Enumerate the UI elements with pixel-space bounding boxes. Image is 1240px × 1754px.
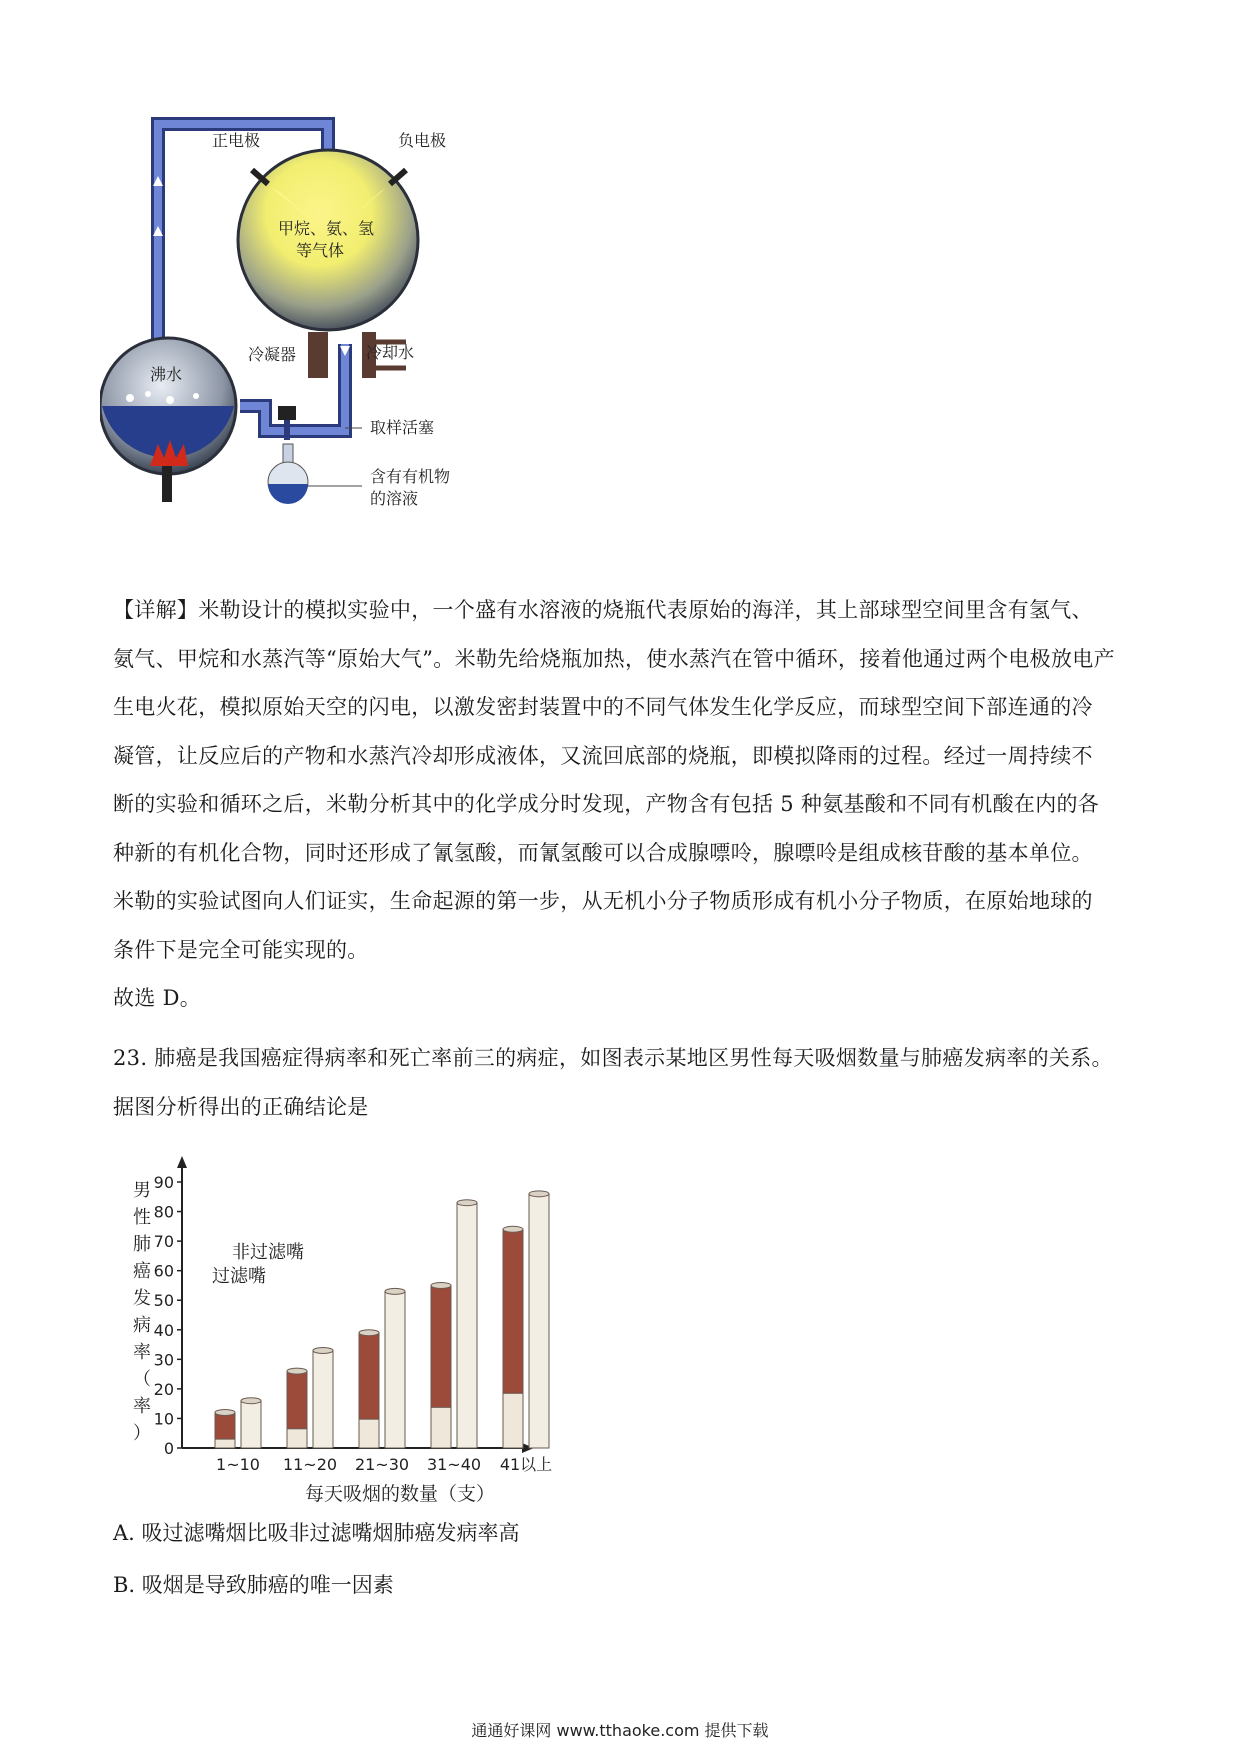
bar-nonfilter bbox=[241, 1401, 261, 1448]
bar-filter-tip bbox=[503, 1393, 523, 1448]
page-footer: 通通好课网 www.tthaoke.com 提供下载 bbox=[471, 1721, 769, 1740]
y-axis-label-char: 率 bbox=[133, 1396, 151, 1417]
label-sampling-valve: 取样活塞 bbox=[370, 418, 435, 437]
y-tick-label: 80 bbox=[153, 1202, 174, 1222]
bar-filter-tip bbox=[215, 1439, 235, 1448]
label-negative-electrode: 负电极 bbox=[398, 131, 447, 150]
y-axis-label-char: 病 bbox=[133, 1315, 151, 1336]
bar-cap bbox=[287, 1368, 307, 1374]
question-line: 据图分析得出的正确结论是 bbox=[113, 1094, 369, 1119]
answer-line: 故选 D。 bbox=[113, 986, 202, 1010]
label-condenser: 冷凝器 bbox=[248, 345, 297, 364]
bar-cap bbox=[431, 1282, 451, 1288]
y-axis-label-char: ） bbox=[133, 1423, 151, 1444]
y-axis-label-char: 发 bbox=[133, 1288, 151, 1309]
detail-line: 生电火花，模拟原始天空的闪电，以激发密封装置中的不同气体发生化学反应，而球型空间下部连通的冷 bbox=[113, 695, 1093, 719]
y-axis-arrow bbox=[177, 1156, 187, 1168]
label-positive-electrode: 正电极 bbox=[212, 131, 261, 150]
bar-filter-tip bbox=[431, 1407, 451, 1448]
bar-filter-tip bbox=[359, 1419, 379, 1448]
detail-line: 凝管，让反应后的产物和水蒸汽冷却形成液体，又流回底部的烧瓶，即模拟降雨的过程。经过一周持续不 bbox=[113, 743, 1093, 768]
x-tick-label: 41以上 bbox=[499, 1455, 553, 1474]
y-tick-label: 40 bbox=[153, 1320, 174, 1340]
bar-nonfilter bbox=[385, 1291, 405, 1448]
question-line: 23. 肺癌是我国癌症得病率和死亡率前三的病症，如图表示某地区男性每天吸烟数量与肺癌发病率的关系。 bbox=[113, 1046, 1113, 1070]
y-tick-label: 90 bbox=[153, 1173, 174, 1192]
y-tick-label: 50 bbox=[153, 1291, 174, 1311]
bar-cap bbox=[359, 1330, 379, 1336]
y-axis-label-char: 率 bbox=[133, 1342, 151, 1363]
detail-line: 米勒的实验试图向人们证实，生命起源的第一步，从无机小分子物质形成有机小分子物质，在原始地球的 bbox=[113, 889, 1093, 913]
x-tick-label: 31~40 bbox=[426, 1455, 482, 1474]
bar-cap bbox=[313, 1347, 333, 1353]
y-axis-label-char: 肺 bbox=[133, 1234, 151, 1255]
y-tick-label: 0 bbox=[163, 1439, 174, 1458]
bar-cap bbox=[241, 1398, 261, 1404]
legend-filter: 过滤嘴 bbox=[212, 1266, 266, 1287]
legend-nonfilter: 非过滤嘴 bbox=[232, 1242, 304, 1263]
y-axis-label-char: 癌 bbox=[133, 1261, 151, 1282]
y-tick-label: 20 bbox=[153, 1379, 174, 1399]
detail-line: 氨气、甲烷和水蒸汽等“原始大气”。米勒先给烧瓶加热，使水蒸汽在管中循环，接着他通过两个电极放电产 bbox=[113, 646, 1115, 671]
detail-line: 【详解】米勒设计的模拟实验中，一个盛有水溶液的烧瓶代表原始的海洋，其上部球型空间里含有氢气、 bbox=[113, 598, 1093, 622]
lung-cancer-bar-chart bbox=[120, 1140, 620, 1510]
detail-line: 种新的有机化合物，同时还形成了氰氢酸，而氰氢酸可以合成腺嘌呤，腺嘌呤是组成核苷酸的基本单位。 bbox=[113, 840, 1093, 865]
detail-line: 条件下是完全可能实现的。 bbox=[113, 937, 369, 962]
bar-cap bbox=[385, 1288, 405, 1294]
x-tick-label: 21~30 bbox=[354, 1455, 410, 1474]
y-tick-label: 30 bbox=[153, 1350, 174, 1370]
y-tick-label: 70 bbox=[153, 1232, 174, 1252]
y-tick-label: 10 bbox=[153, 1409, 174, 1429]
label-organic-solution-line1: 含有有机物 bbox=[370, 467, 451, 486]
bar-filter-tip bbox=[287, 1429, 307, 1448]
bar-nonfilter bbox=[457, 1203, 477, 1448]
label-cooling-water: 冷却水 bbox=[366, 343, 415, 362]
y-axis-label-char: （ bbox=[133, 1369, 151, 1390]
detail-explanation bbox=[113, 586, 1133, 974]
y-tick-label: 60 bbox=[153, 1261, 174, 1281]
question-23 bbox=[113, 1034, 1133, 1131]
option-b: B. 吸烟是导致肺癌的唯一因素 bbox=[113, 1573, 394, 1597]
bar-cap bbox=[215, 1410, 235, 1416]
y-axis-label-char: 性 bbox=[133, 1207, 151, 1228]
label-gases-line2: 等气体 bbox=[296, 241, 345, 260]
x-tick-label: 1~10 bbox=[216, 1455, 260, 1474]
detail-line: 断的实验和循环之后，米勒分析其中的化学成分时发现，产物含有包括 5 种氨基酸和不同有机酸在内的各 bbox=[113, 792, 1100, 816]
bar-cap bbox=[529, 1191, 549, 1197]
y-axis-label-char: 男 bbox=[133, 1180, 151, 1201]
label-gases-line1: 甲烷、氨、氢 bbox=[278, 219, 375, 238]
label-boiling-water: 沸水 bbox=[150, 365, 183, 384]
bar-nonfilter bbox=[313, 1350, 333, 1448]
bar-nonfilter bbox=[529, 1194, 549, 1448]
x-tick-label: 11~20 bbox=[282, 1455, 338, 1474]
bar-cap bbox=[457, 1200, 477, 1206]
miller-experiment-figure bbox=[100, 106, 580, 576]
option-a: A. 吸过滤嘴烟比吸非过滤嘴烟肺癌发病率高 bbox=[113, 1521, 520, 1545]
y-axis-label bbox=[133, 1180, 151, 1444]
label-organic-solution-line2: 的溶液 bbox=[370, 489, 419, 508]
bar-cap bbox=[503, 1226, 523, 1232]
x-axis-label: 每天吸烟的数量（支） bbox=[304, 1483, 496, 1505]
